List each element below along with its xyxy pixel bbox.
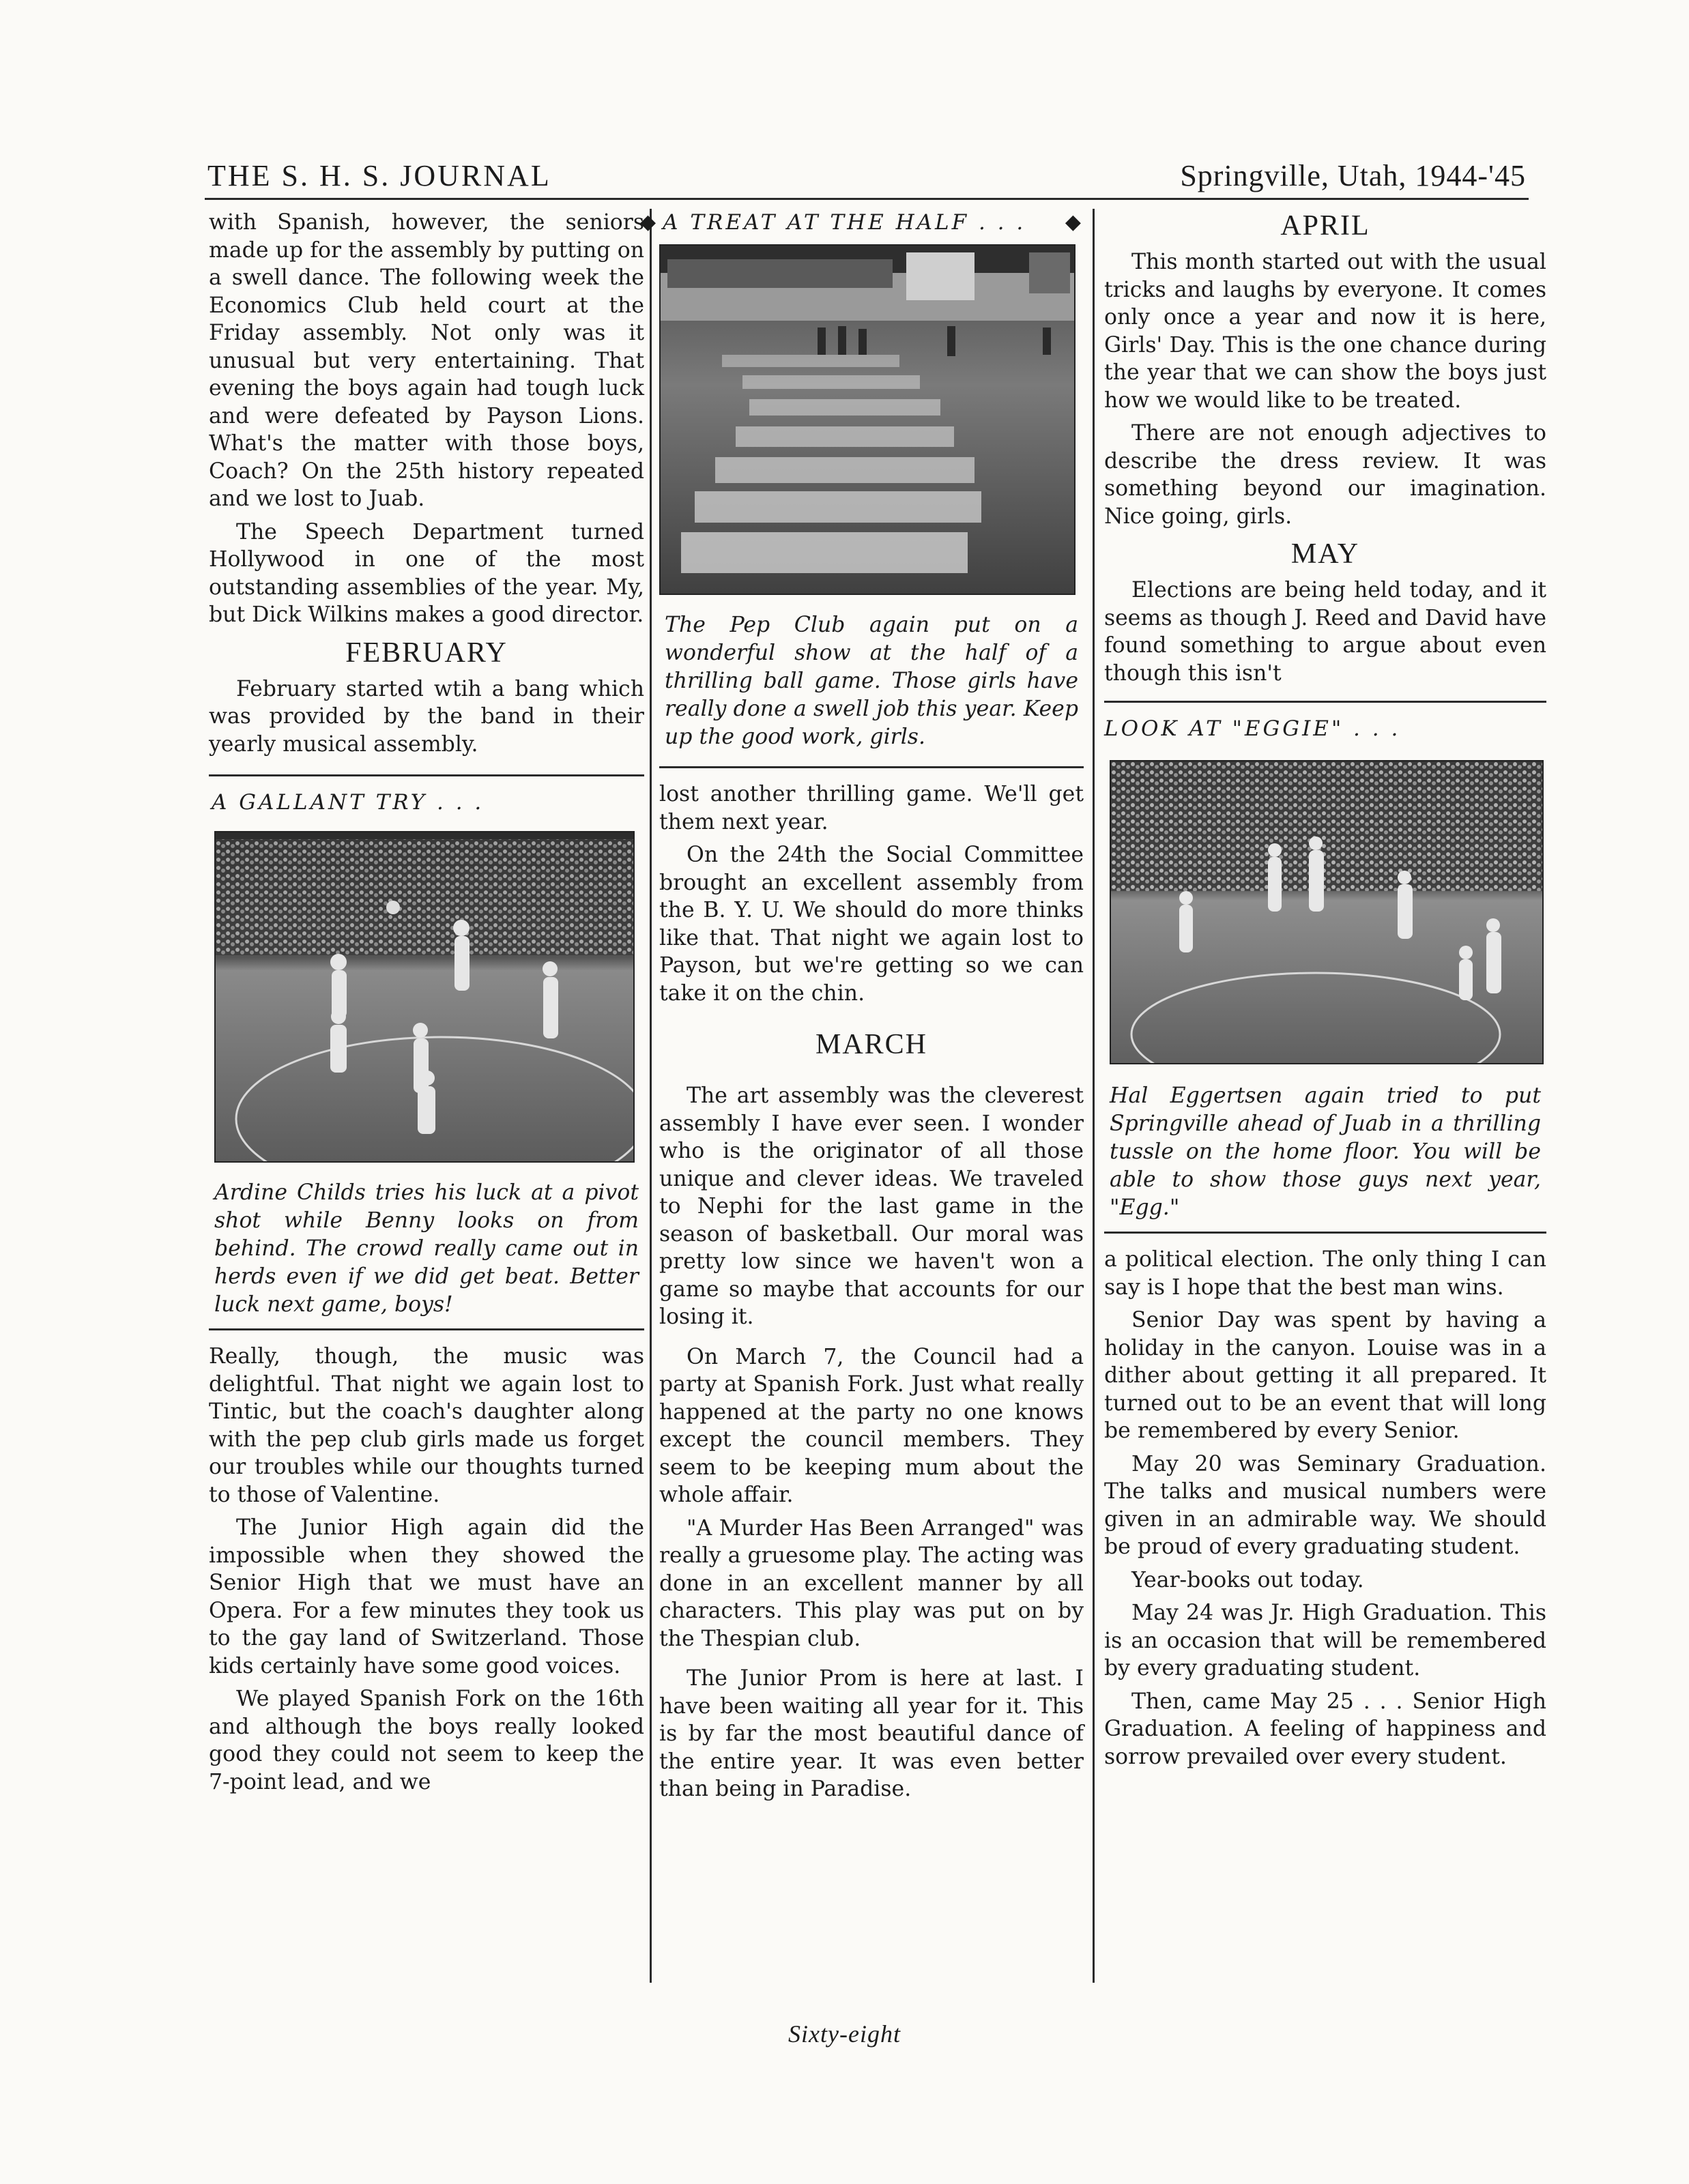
column-3 <box>1104 209 1546 1776</box>
paragraph: There are not enough adjectives to describe the dress review. It was something beyond our imagination. Nice going, girls. <box>1104 421 1546 529</box>
paragraph: The art assembly was the cleverest assembly I have ever seen. I wonder who is the originator of all those unique and clever ideas. We traveled to Nephi for the last game in the season of basketball. Our moral was pretty low since we haven't won a game so maybe that accounts for our losing it. <box>659 1083 1084 1329</box>
photo-caption: The Pep Club again put on a wonderful show at the half of a thrilling ball game. Those girls have really done a swell job this year. Keep up the good work, girls. <box>665 613 1078 749</box>
divider <box>1104 701 1546 703</box>
paragraph: On the 24th the Social Committee brought an excellent assembly from the B. Y. U. We should do more thinks like that. That night we again lost to Payson, but we're getting so we can take it on the chin. <box>659 843 1084 1006</box>
paragraph: This month started out with the usual tricks and laughs by everyone. It comes only once a year and now it is here, Girls' Day. This is the one chance during the year that we can show the boys just how we would like to be treated. <box>1104 250 1546 413</box>
paragraph: February started wtih a bang which was provided by the band in their yearly musical assembly. <box>209 676 644 757</box>
photo-caption: Ardine Childs tries his luck at a pivot shot while Benny looks on from behind. The crowd really came out in herds even if we did get beat. Better luck next game, boys! <box>214 1180 639 1317</box>
page-number: Sixty-eight <box>788 2020 901 2048</box>
paragraph: Really, though, the music was delightful. That night we again lost to Tintic, but the coach's daughter along with the pep club girls made us forget our troubles while our thoughts turned to those of Valentine. <box>209 1344 644 1507</box>
photo-heading: A TREAT AT THE HALF . . . <box>663 210 1026 235</box>
journal-title: THE S. H. S. JOURNAL <box>207 159 551 192</box>
section-heading-april: APRIL <box>1280 210 1370 242</box>
paragraph: The Junior High again did the impossible when they showed the Senior High that we must have an Opera. For a few minutes they took us to the gay land of Switzerland. Those kids certainly have some good voices. <box>209 1515 644 1678</box>
paragraph: a political election. The only thing I can say is I hope that the best man wins. <box>1104 1247 1546 1300</box>
paragraph: lost another thrilling game. We'll get them next year. <box>659 782 1084 834</box>
photo-heading-row <box>640 209 1084 236</box>
paragraph: We played Spanish Fork on the 16th and although the boys really looked good they could not seem to keep the 7-point lead, and we <box>209 1687 644 1794</box>
paragraph: The Junior Prom is here at last. I have been waiting all year for it. This is by far the most beautiful dance of the entire year. It was even better than being in Paradise. <box>659 1666 1084 1801</box>
page-header <box>205 157 1529 200</box>
diamond-ornament: ◆ <box>640 210 659 234</box>
divider <box>209 774 644 776</box>
paragraph: Then, came May 25 . . . Senior High Graduation. A feeling of happiness and sorrow prevailed over every student. <box>1104 1689 1546 1769</box>
section-heading-may: MAY <box>1290 538 1360 570</box>
paragraph: "A Murder Has Been Arranged" was really a gruesome play. The acting was done in an excellent manner by all characters. This play was put on by the Thespian club. <box>659 1515 1084 1651</box>
paragraph: with Spanish, however, the seniors made up for the assembly by putting on a swell dance. The following week the Economics Club held court at the Friday assembly. Not only was it unusual but very entertaining. That evening the boys again had tough luck and were defeated by Payson Lions. What's the matter with those boys, Coach? On the 25th history repeated and we lost to Juab. <box>209 210 644 511</box>
divider <box>209 1328 644 1330</box>
basketball-photo <box>1110 760 1544 1064</box>
column-divider <box>650 209 652 1983</box>
section-heading-february: FEBRUARY <box>345 637 508 669</box>
photo-caption: Hal Eggertsen again tried to put Springville ahead of Juab in a thrilling tussle on the home floor. You will be able to show those guys next year, "Egg." <box>1110 1083 1541 1220</box>
pep-club-photo <box>659 244 1076 595</box>
column-1 <box>209 209 644 1801</box>
paragraph: The Speech Department turned Hollywood in one of the most outstanding assemblies of the year. My, but Dick Wilkins makes a good director. <box>209 519 644 627</box>
paragraph: Senior Day was spent by having a holiday in the canyon. Louise was in a dither about getting it all prepared. It turned out to be an event that will long be remembered by every Senior. <box>1104 1308 1546 1443</box>
basketball-photo <box>214 831 635 1163</box>
paragraph: Elections are being held today, and it seems as though J. Reed and David have found something to argue about even though this isn't <box>1104 578 1546 686</box>
photo-heading: A GALLANT TRY . . . <box>212 790 485 815</box>
photo-heading: LOOK AT "EGGIE" . . . <box>1104 716 1401 741</box>
diamond-ornament: ◆ <box>1065 210 1084 234</box>
paragraph: On March 7, the Council had a party at Spanish Fork. Just what really happened at the party no one knows except the council members. They seem to be keeping mum about the whole affair. <box>659 1344 1084 1507</box>
column-2 <box>640 209 1084 1809</box>
section-heading-march: MARCH <box>815 1029 928 1060</box>
divider <box>659 766 1084 768</box>
paragraph: Year-books out today. <box>1131 1567 1364 1592</box>
paragraph: May 24 was Jr. High Graduation. This is an occasion that will be remembered by every graduating student. <box>1104 1601 1546 1680</box>
place-and-year: Springville, Utah, 1944-'45 <box>1180 159 1526 192</box>
paragraph: May 20 was Seminary Graduation. The talks and musical numbers were given in an admirable way. We should be proud of every graduating student. <box>1104 1451 1546 1559</box>
column-divider <box>1093 209 1095 1983</box>
divider <box>1104 1232 1546 1234</box>
